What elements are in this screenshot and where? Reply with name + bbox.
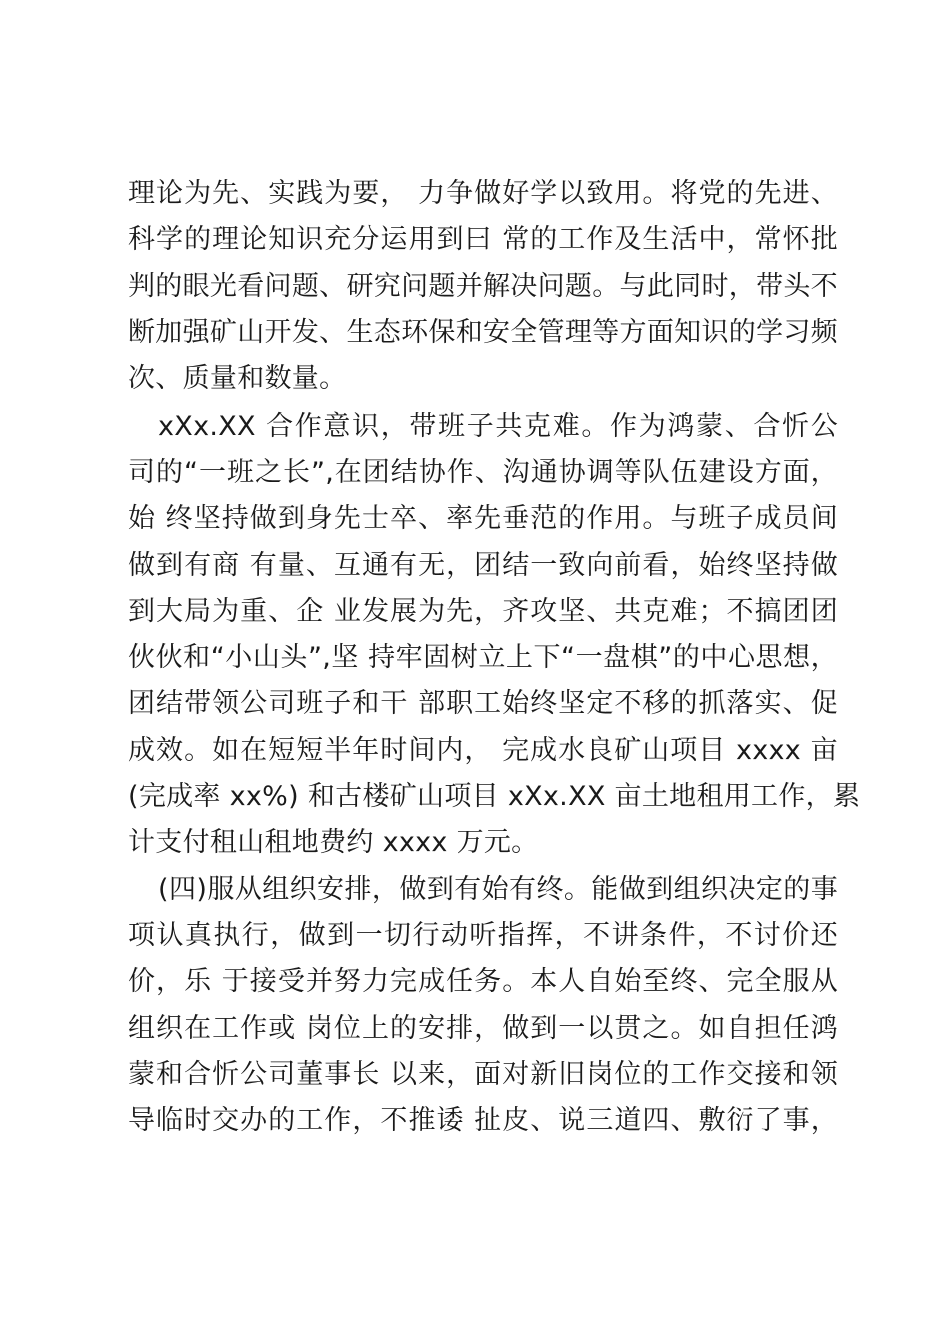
paragraph-line: 科学的理论知识充分运用到曰 常的工作及生活中，常怀批 bbox=[128, 224, 838, 255]
paragraph-line: 断加强矿山开发、生态环保和安全管理等方面知识的学习频 bbox=[128, 317, 838, 348]
paragraph-line: (完成率 xx%) 和古楼矿山项目 xXx.XX 亩土地租用工作，累 bbox=[128, 781, 861, 812]
paragraph-line: 始 终坚持做到身先士卒、率先垂范的作用。与班子成员间 bbox=[128, 503, 838, 534]
paragraph-line: 司的“一班之长”,在团结协作、沟通协调等队伍建设方面， bbox=[128, 457, 838, 488]
paragraph-line: 判的眼光看问题、研究问题并解决问题。与此同时，带头不 bbox=[128, 271, 838, 302]
paragraph-line: 计支付租山租地费约 xxxx 万元。 bbox=[128, 827, 539, 858]
paragraph-line: xXx.XX 合作意识，带班子共克难。作为鸿蒙、合忻公 bbox=[158, 411, 838, 442]
paragraph-line: 成效。如在短短半年时间内， 完成水良矿山项目 xxxx 亩 bbox=[128, 735, 838, 766]
paragraph-line: 蒙和合忻公司董事长 以来，面对新旧岗位的工作交接和领 bbox=[128, 1059, 838, 1090]
paragraph-line: 做到有商 有量、互通有无，团结一致向前看，始终坚持做 bbox=[128, 550, 838, 581]
paragraph-line: 项认真执行，做到一切行动听指挥，不讲条件，不讨价还 bbox=[128, 920, 838, 951]
paragraph-line: 到大局为重、企 业发展为先，齐攻坚、共克难；不搞团团 bbox=[128, 596, 838, 627]
paragraph-line: 团结带领公司班子和干 部职工始终坚定不移的抓落实、促 bbox=[128, 688, 838, 719]
paragraph-line: 次、质量和数量。 bbox=[128, 363, 347, 394]
paragraph-line: 价，乐 于接受并努力完成任务。本人自始至终、完全服从 bbox=[128, 966, 838, 997]
paragraph-line: 伙伙和“小山头”,坚 持牢固树立上下“一盘棋”的中心思想， bbox=[128, 642, 838, 673]
paragraph-line: 导临时交办的工作，不推诿 扯皮、说三道四、敷衍了事， bbox=[128, 1105, 838, 1136]
paragraph-line: 理论为先、实践为要， 力争做好学以致用。将党的先进、 bbox=[128, 178, 838, 209]
paragraph-line: (四)服从组织安排，做到有始有终。能做到组织决定的事 bbox=[158, 874, 838, 905]
paragraph-line: 组织在工作或 岗位上的安排，做到一以贯之。如自担任鸿 bbox=[128, 1013, 838, 1044]
